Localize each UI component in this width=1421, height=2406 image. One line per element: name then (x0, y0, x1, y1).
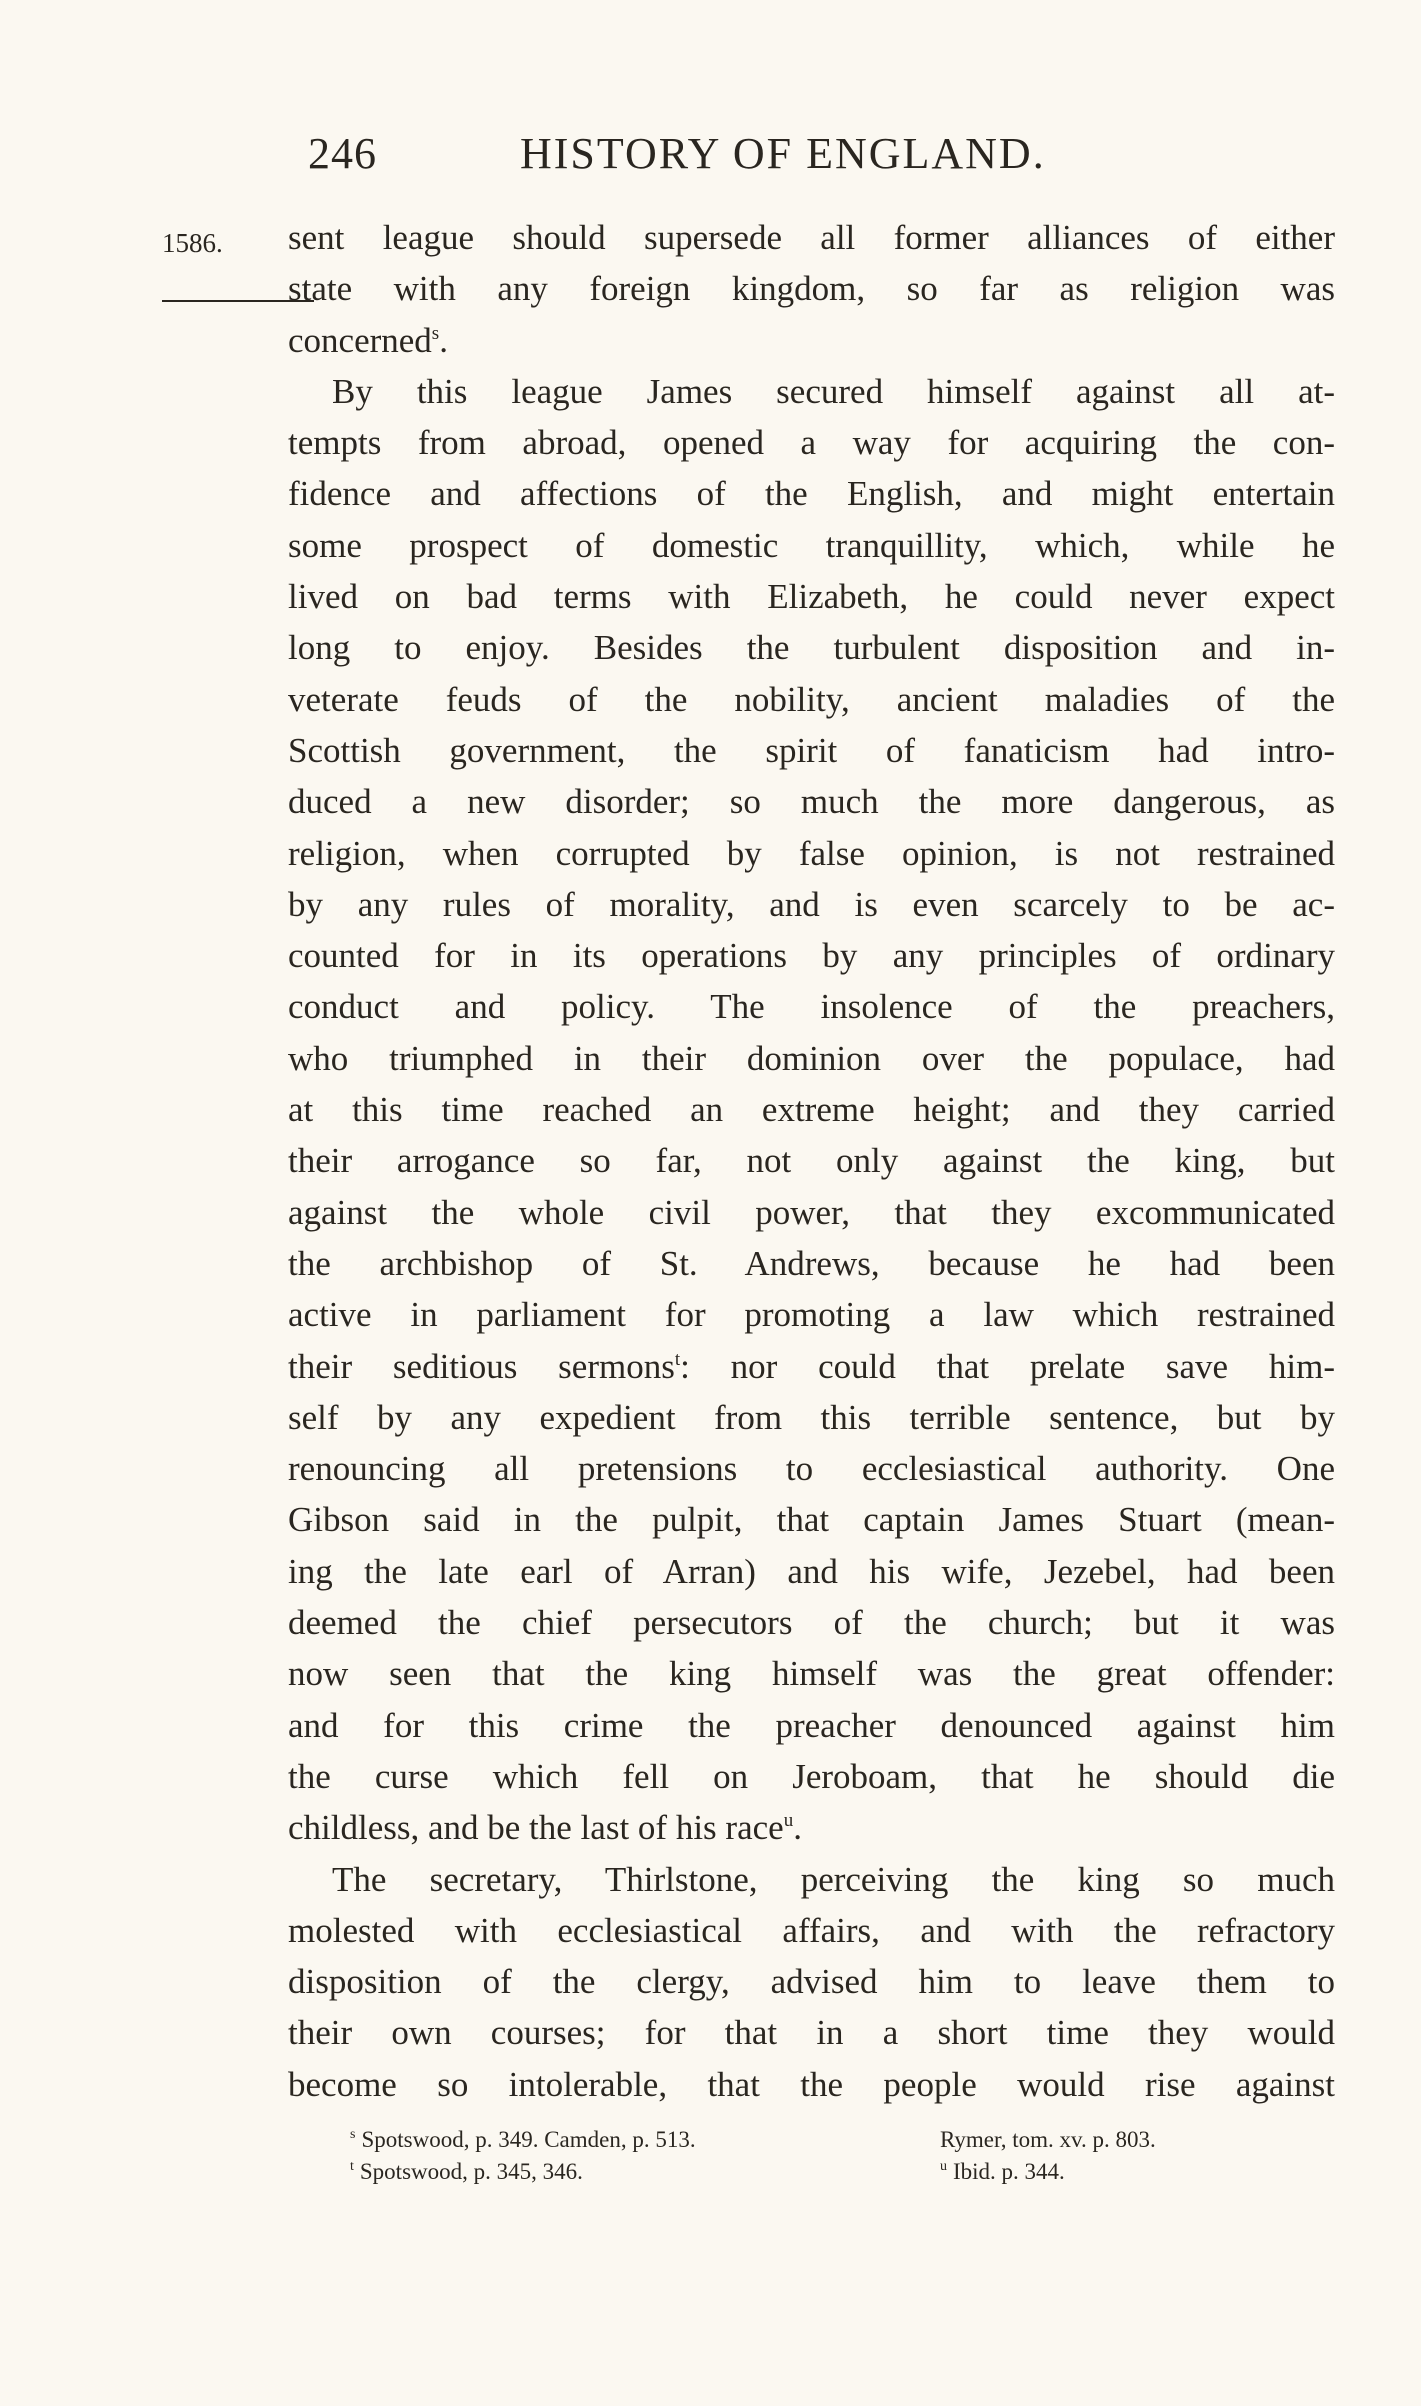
text-line: now seen that the king himself was the great offender: (288, 1654, 1335, 1694)
footnote-s-continued (940, 2124, 1156, 2156)
text-line: long to enjoy. Besides the turbulent disposition and in- (288, 628, 1335, 668)
text-line: against the whole civil power, that they excommunicated (288, 1192, 1335, 1232)
text-line-content: their seditious sermons (288, 1346, 675, 1386)
text-line: duced a new disorder; so much the more dangerous, as (288, 782, 1335, 822)
text-line: active in parliament for promoting a law which restrained (288, 1295, 1335, 1335)
text-line: at this time reached an extreme height; and they carried (288, 1090, 1335, 1130)
text-line: tempts from abroad, opened a way for acquiring the con- (288, 423, 1335, 463)
text-line: Scottish government, the spirit of fanaticism had intro- (288, 730, 1335, 770)
margin-year: 1586. (162, 228, 223, 258)
footnote-text: Spotswood, p. 349. Camden, p. 513. (361, 2127, 696, 2152)
text-line: Gibson said in the pulpit, that captain James Stuart (mean- (288, 1500, 1335, 1540)
text-line: fidence and affections of the English, and might entertain (288, 474, 1335, 514)
footnote-line (350, 2124, 1350, 2156)
text-line: renouncing all pretensions to ecclesiastical authority. One (288, 1449, 1335, 1489)
paragraph-start: By this league James secured himself against all at- (332, 371, 1335, 411)
text-line: deemed the chief persecutors of the church; but it was (288, 1603, 1335, 1643)
text-line-tail: . (439, 320, 448, 360)
text-line-tail: . (793, 1808, 802, 1848)
page-number: 246 (308, 129, 377, 178)
text-line: the archbishop of St. Andrews, because he had been (288, 1243, 1335, 1283)
footnote-text: Rymer, tom. xv. p. 803. (940, 2127, 1156, 2152)
text-line-content: childless, and be the last of his race (288, 1808, 784, 1848)
footnote-ref-u: u (783, 1810, 794, 1832)
footnote-mark: u (940, 2159, 947, 2174)
text-line: some prospect of domestic tranquillity, which, while he (288, 525, 1335, 565)
text-line: lived on bad terms with Elizabeth, he could never expect (288, 577, 1335, 617)
text-line: conduct and policy. The insolence of the preachers, (288, 987, 1335, 1027)
text-line: their arrogance so far, not only against the king, but (288, 1141, 1335, 1181)
text-line (288, 1802, 1335, 1853)
text-line: state with any foreign kingdom, so far as religion was (288, 269, 1335, 309)
running-head (0, 128, 1421, 188)
footnotes (350, 2124, 1350, 2188)
text-line-tail: : nor could that prelate save him- (680, 1346, 1335, 1386)
text-line: who triumphed in their dominion over the populace, had (288, 1038, 1335, 1078)
text-line: disposition of the clergy, advised him to leave them to (288, 1962, 1335, 2002)
text-line: and for this crime the preacher denounced against him (288, 1705, 1335, 1745)
paragraph-start: The secretary, Thirlstone, perceiving the king so much (332, 1859, 1335, 1899)
footnote-ref-s: s (431, 322, 440, 344)
footnote-text: Ibid. p. 344. (953, 2159, 1065, 2184)
footnote-line (350, 2156, 1350, 2188)
text-line: ing the late earl of Arran) and his wife, Jezebel, had been (288, 1551, 1335, 1591)
text-line: self by any expedient from this terrible sentence, but by (288, 1397, 1335, 1437)
text-line: veterate feuds of the nobility, ancient maladies of the (288, 679, 1335, 719)
text-line-content: concerned (288, 320, 432, 360)
footnote-t (350, 2156, 583, 2188)
text-line: religion, when corrupted by false opinion, is not restrained (288, 833, 1335, 873)
running-title: HISTORY OF ENGLAND. (520, 129, 1046, 178)
text-line (288, 1341, 1335, 1392)
text-line: molested with ecclesiastical affairs, and with the refractory (288, 1910, 1335, 1950)
text-line (288, 315, 1335, 366)
footnote-s (350, 2124, 696, 2156)
text-line: become so intolerable, that the people would rise against (288, 2064, 1335, 2104)
footnote-ref-t: t (674, 1348, 681, 1370)
footnote-mark: s (350, 2127, 356, 2142)
footnote-mark: t (350, 2159, 354, 2174)
text-line: the curse which fell on Jeroboam, that he should die (288, 1756, 1335, 1796)
text-line: their own courses; for that in a short time they would (288, 2013, 1335, 2053)
body-text (288, 212, 1335, 2110)
footnote-text: Spotswood, p. 345, 346. (359, 2159, 583, 2184)
footnote-u (940, 2156, 1065, 2188)
text-line: counted for in its operations by any principles of ordinary (288, 936, 1335, 976)
text-line: sent league should supersede all former alliances of either (288, 218, 1335, 257)
text-line: by any rules of morality, and is even scarcely to be ac- (288, 884, 1335, 924)
